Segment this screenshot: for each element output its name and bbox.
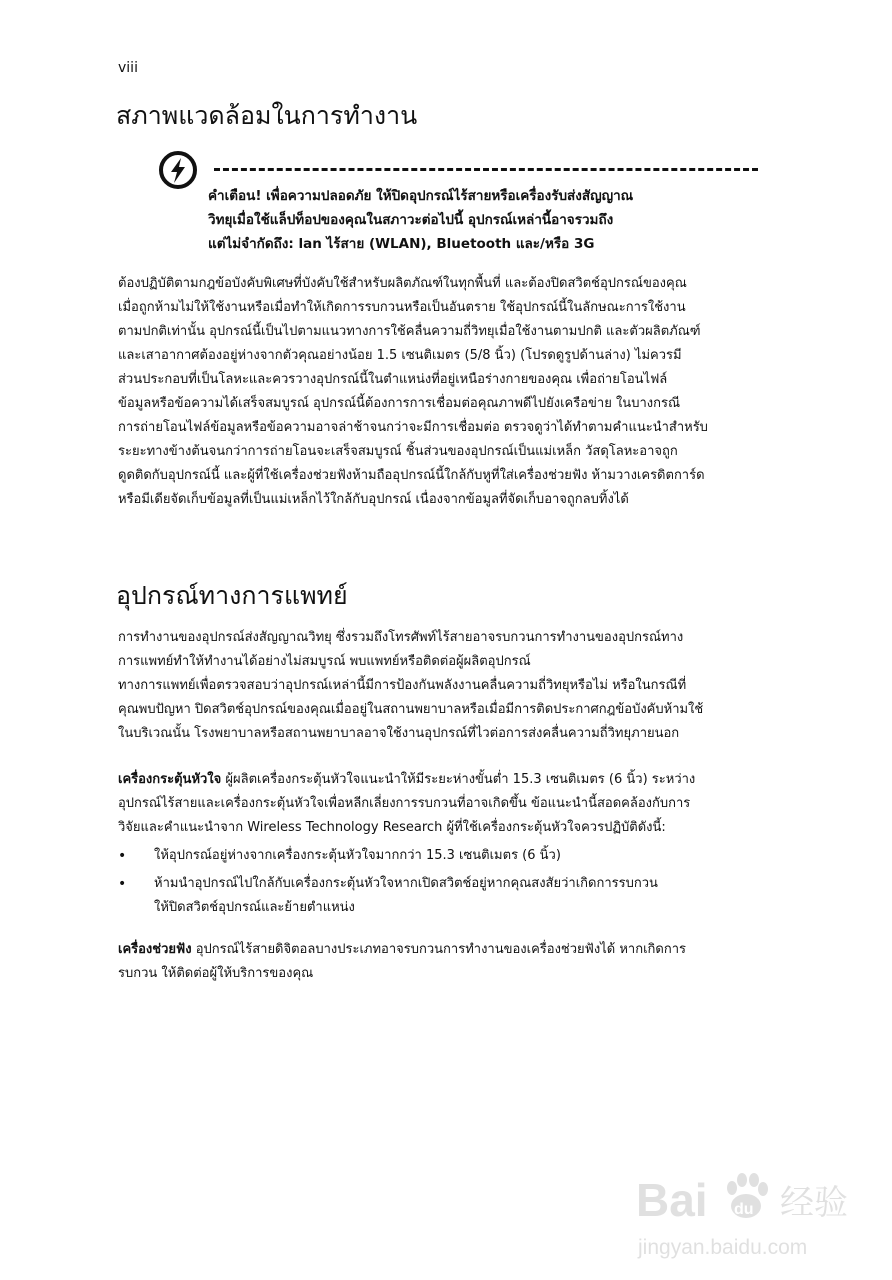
body-line: คุณพบปัญหา ปิดสวิตช์อุปกรณ์ของคุณเมื่ออยู่ในสถานพยาบาลหรือเมื่อมีการติดประกาศกฎข้อบังคับห้ามใช้ xyxy=(118,702,704,717)
paw-icon xyxy=(727,1173,768,1218)
hearing-aid-term: เครื่องช่วยฟัง xyxy=(118,942,192,957)
warning-line: แต่ไม่จำกัดถึง: lan ไร้สาย (WLAN), Bluetooth และ/หรือ 3G xyxy=(208,236,595,252)
medical-devices-intro xyxy=(118,626,778,746)
body-line: ระยะทางข้างต้นจนกว่าการถ่ายโอนจะเสร็จสมบูรณ์ ชิ้นส่วนของอุปกรณ์เป็นแม่เหล็ก วัสดุโลหะอาจถูก xyxy=(118,444,678,459)
body-line: และเสาอากาศต้องอยู่ห่างจากตัวคุณอย่างน้อย 1.5 เซนติเมตร (5/8 นิ้ว) (โปรดดูรูปด้านล่าง) ไม่ควรมี xyxy=(118,348,682,363)
bullet-icon: • xyxy=(118,876,127,892)
bullet-text: ให้ปิดสวิตช์อุปกรณ์และย้ายตำแหน่ง xyxy=(154,900,355,915)
body-line: การทำงานของอุปกรณ์ส่งสัญญาณวิทยุ ซึ่งรวมถึงโทรศัพท์ไร้สายอาจรบกวนการทำงานของอุปกรณ์ทาง xyxy=(118,630,684,645)
pacemaker-line-rest: ผู้ผลิตเครื่องกระตุ้นหัวใจแนะนำให้มีระยะห่างขั้นต่ำ 15.3 เซนติเมตร (6 นิ้ว) ระหว่าง xyxy=(221,772,696,787)
warning-divider xyxy=(214,168,758,171)
watermark-url: jingyan.baidu.com xyxy=(638,1236,808,1259)
body-line: ข้อมูลหรือข้อความได้เสร็จสมบูรณ์ อุปกรณ์นี้ต้องการการเชื่อมต่อคุณภาพดีไปยังเครือข่าย ในบางกรณี xyxy=(118,396,681,411)
warning-text xyxy=(208,184,768,256)
body-line: วิจัยและคำแนะนำจาก Wireless Technology Research ผู้ที่ใช้เครื่องกระตุ้นหัวใจควรปฏิบัติดังนี้: xyxy=(118,820,666,835)
operating-environment-paragraph xyxy=(118,272,778,512)
body-line: การถ่ายโอนไฟล์ข้อมูลหรือข้อความอาจล่าช้าจนกว่าจะมีการเชื่อมต่อ ตรวจดูว่าได้ทำตามคำแนะนำสำหรับ xyxy=(118,420,708,435)
baidu-jingyan-watermark xyxy=(632,1162,878,1268)
body-line: หรือมีเดียจัดเก็บข้อมูลที่เป็นแม่เหล็กไว้ใกล้กับอุปกรณ์ เนื่องจากข้อมูลที่จัดเก็บอาจถูกลบทิ้งได้ xyxy=(118,492,629,507)
warning-line: วิทยุเมื่อใช้แล็ปท็อปของคุณในสภาวะต่อไปนี้ อุปกรณ์เหล่านี้อาจรวมถึง xyxy=(208,212,614,228)
body-line xyxy=(118,938,778,962)
body-line: ในบริเวณนั้น โรงพยาบาลหรือสถานพยาบาลอาจใช้งานอุปกรณ์ที่ไวต่อการส่งคลื่นความถี่วิทยุภายนอก xyxy=(118,726,680,741)
pacemaker-paragraph xyxy=(118,768,778,920)
body-line: ดูดติดกับอุปกรณ์นี้ และผู้ที่ใช้เครื่องช่วยฟังห้ามถืออุปกรณ์นี้ใกล้กับหูที่ใส่เครื่องช่วยฟัง ห้ามวางเครดิตการ์ด xyxy=(118,468,705,483)
bullet-text: ให้อุปกรณ์อยู่ห่างจากเครื่องกระตุ้นหัวใจมากกว่า 15.3 เซนติเมตร (6 นิ้ว) xyxy=(154,848,561,863)
warning-line: คำเตือน! เพื่อความปลอดภัย ให้ปิดอุปกรณ์ไร้สายหรือเครื่องรับส่งสัญญาณ xyxy=(208,188,634,204)
bullet-icon: • xyxy=(118,848,127,864)
section-title-medical-devices: อุปกรณ์ทางการแพทย์ xyxy=(116,581,348,610)
body-line: เมื่อถูกห้ามไม่ให้ใช้งานหรือเมื่อทำให้เกิดการรบกวนหรือเป็นอันตราย ใช้อุปกรณ์นี้ในลักษณะการใช้งาน xyxy=(118,300,686,315)
warning-lightning-icon xyxy=(158,150,198,190)
body-line: รบกวน ให้ติดต่อผู้ให้บริการของคุณ xyxy=(118,966,314,981)
hearing-aid-line-rest: อุปกรณ์ไร้สายดิจิตอลบางประเภทอาจรบกวนการทำงานของเครื่องช่วยฟังได้ หากเกิดการ xyxy=(191,942,686,957)
body-line: ตามปกติเท่านั้น อุปกรณ์นี้เป็นไปตามแนวทางการใช้คลื่นความถี่วิทยุเมื่อใช้งานตามปกติ และตัวผลิตภัณฑ์ xyxy=(118,324,701,339)
list-item xyxy=(118,872,778,920)
body-line: ต้องปฏิบัติตามกฎข้อบังคับพิเศษที่บังคับใช้สำหรับผลิตภัณฑ์ในทุกพื้นที่ และต้องปิดสวิตช์อุปกรณ์ของคุณ xyxy=(118,276,687,291)
watermark-brand-left: Bai xyxy=(636,1174,708,1226)
body-line: ทางการแพทย์เพื่อตรวจสอบว่าอุปกรณ์เหล่านี้มีการป้องกันพลังงานคลื่นความถี่วิทยุหรือไม่ หรือในกรณีที่ xyxy=(118,678,687,693)
hearing-aid-paragraph xyxy=(118,938,778,986)
list-item xyxy=(118,844,778,868)
svg-text:du: du xyxy=(734,1201,754,1218)
bullet-text: ห้ามนำอุปกรณ์ไปใกล้กับเครื่องกระตุ้นหัวใจหากเปิดสวิตช์อยู่หากคุณสงสัยว่าเกิดการรบกวน xyxy=(154,876,658,891)
body-line: อุปกรณ์ไร้สายและเครื่องกระตุ้นหัวใจเพื่อหลีกเลี่ยงการรบกวนที่อาจเกิดขึ้น ข้อแนะนำนี้สอดคล้องกับการ xyxy=(118,796,691,811)
body-line: การแพทย์ทำให้ทำงานได้อย่างไม่สมบูรณ์ พบแพทย์หรือติดต่อผู้ผลิตอุปกรณ์ xyxy=(118,654,531,669)
section-title-operating-environment: สภาพแวดล้อมในการทำงาน xyxy=(116,101,418,130)
body-line: ส่วนประกอบที่เป็นโลหะและควรวางอุปกรณ์นี้ในตำแหน่งที่อยู่เหนือร่างกายของคุณ เพื่อถ่ายโอนไฟล์ xyxy=(118,372,668,387)
body-line xyxy=(118,768,778,792)
watermark-brand-right: 经验 xyxy=(780,1183,848,1223)
pacemaker-term: เครื่องกระตุ้นหัวใจ xyxy=(118,772,222,787)
page-number: viii xyxy=(118,60,138,76)
